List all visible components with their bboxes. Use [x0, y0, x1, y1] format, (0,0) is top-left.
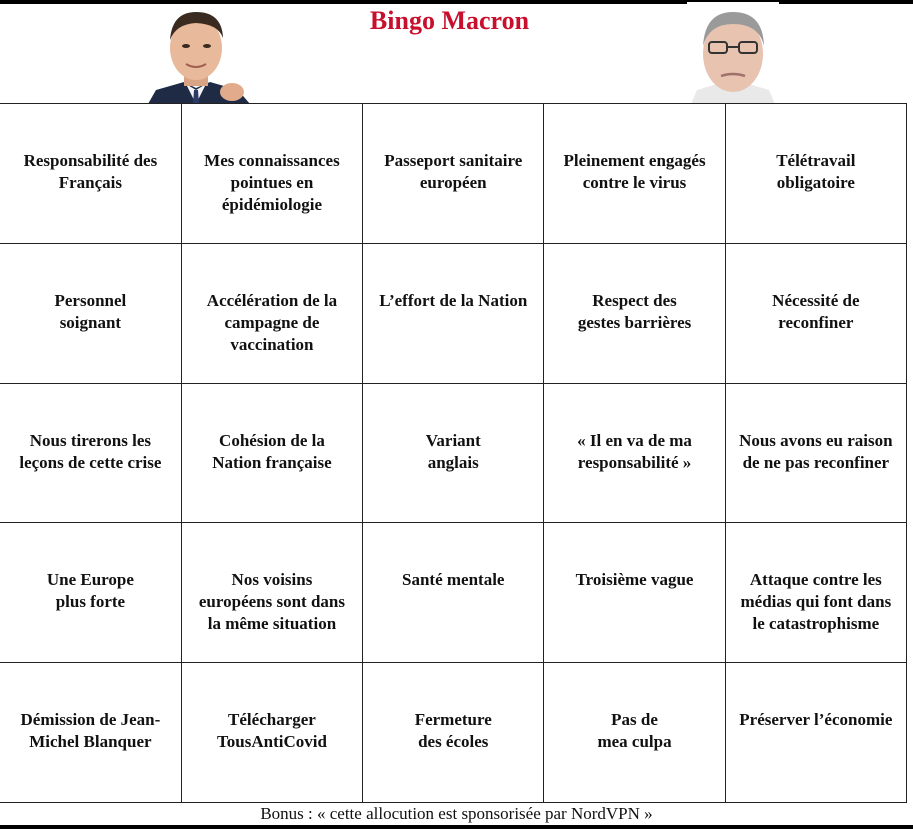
bingo-cell: Nécessité de reconfiner: [725, 243, 906, 383]
portrait-macron-icon: [134, 4, 258, 104]
bingo-grid: [0, 103, 907, 803]
bingo-row: [0, 663, 907, 803]
bingo-cell: Télétravail obligatoire: [725, 104, 906, 244]
bingo-cell: « Il en va de ma responsabilité »: [544, 383, 725, 523]
bingo-row: [0, 104, 907, 244]
bingo-row: [0, 523, 907, 663]
bingo-cell: Pleinement engagés contre le virus: [544, 104, 725, 244]
bingo-cell: Télécharger TousAntiCovid: [181, 663, 362, 803]
bingo-cell: Accélération de la campagne de vaccination: [181, 243, 362, 383]
bingo-cell: Démission de Jean- Michel Blanquer: [0, 663, 181, 803]
bingo-cell: Responsabilité des Français: [0, 104, 181, 244]
bingo-cell: Personnel soignant: [0, 243, 181, 383]
bingo-cell: L’effort de la Nation: [363, 243, 544, 383]
bingo-cell: Santé mentale: [363, 523, 544, 663]
bingo-cell: Nous avons eu raison de ne pas reconfiner: [725, 383, 906, 523]
bingo-cell: Variant anglais: [363, 383, 544, 523]
bingo-row: [0, 243, 907, 383]
bingo-cell: Une Europe plus forte: [0, 523, 181, 663]
bingo-cell: Passeport sanitaire européen: [363, 104, 544, 244]
bingo-cell: Cohésion de la Nation française: [181, 383, 362, 523]
bingo-cell: Nous tirerons les leçons de cette crise: [0, 383, 181, 523]
bottom-border: [0, 825, 913, 829]
bonus-text: Bonus : « cette allocution est sponsorisée par NordVPN »: [260, 804, 653, 823]
page-title: Bingo Macron: [369, 6, 530, 35]
bingo-cell: Fermeture des écoles: [363, 663, 544, 803]
bingo-cell: Pas de mea culpa: [544, 663, 725, 803]
bingo-cell: Attaque contre les médias qui font dans le catastrophisme: [725, 523, 906, 663]
bingo-cell: Troisième vague: [544, 523, 725, 663]
portrait-castex-icon: [687, 2, 779, 104]
bingo-cell: Préserver l’économie: [725, 663, 906, 803]
bingo-row: [0, 383, 907, 523]
bingo-cell: Mes connaissances pointues en épidémiologie: [181, 104, 362, 244]
bingo-cell: Respect des gestes barrières: [544, 243, 725, 383]
bingo-cell: Nos voisins européens sont dans la même situation: [181, 523, 362, 663]
